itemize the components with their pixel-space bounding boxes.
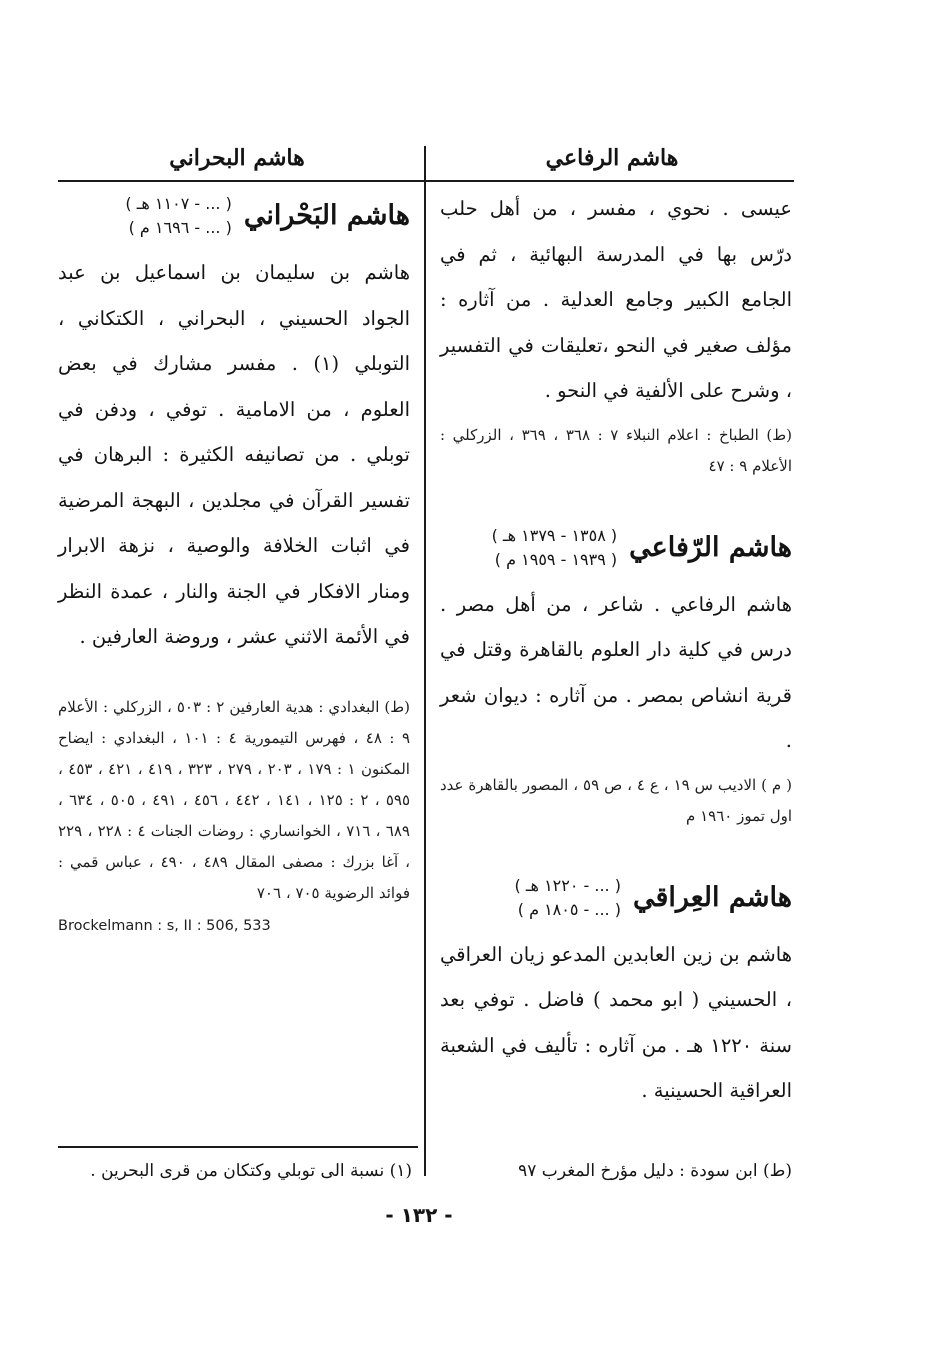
dates-gregorian: ( ... - ١٦٩٦ م ) bbox=[128, 218, 232, 237]
footnote-rule bbox=[58, 1146, 418, 1148]
spacer bbox=[440, 832, 792, 874]
entry-name: هاشم الرّفاعي bbox=[629, 531, 792, 563]
page-number: - ١٣٢ - bbox=[385, 1203, 453, 1227]
entry-name: هاشم البَحْراني bbox=[243, 200, 410, 232]
dates-gregorian: ( ... - ١٨٠٥ م ) bbox=[517, 899, 621, 919]
entry-dates bbox=[492, 524, 618, 572]
entry-source: ( م ) الاديب س ١٩ ، ع ٤ ، ص ٥٩ ، المصور بالقاهرة عدد اول تموز ١٩٦٠ م bbox=[440, 775, 792, 825]
dates-gregorian: ( ١٩٣٩ - ١٩٥٩ م ) bbox=[494, 549, 618, 569]
entry-source-latin: Brockelmann : s, II : 506, 533 bbox=[58, 917, 271, 934]
dates-hijri: ( ١٣٥٨ - ١٣٧٩ هـ ) bbox=[491, 525, 618, 545]
spacer bbox=[440, 482, 792, 524]
running-head-left: هاشم البحراني bbox=[169, 145, 305, 171]
entry-dates bbox=[125, 192, 231, 240]
entry-name: هاشم العِراقي bbox=[632, 881, 792, 913]
entry-source: (ط) ابن سودة : دليل مؤرخ المغرب ٩٧ bbox=[518, 1161, 792, 1181]
entry-source: (ط) البغدادي : هدية العارفين ٢ : ٥٠٣ ، الزركلي : الأعلام ٩ : ٤٨ ، فهرس التيمورية ٤ : ١٠١ ، البغدادي : ايضاح المكنون ١ : ١٧٩ ، ٢٠٣ ، ٢٧٩ ، ٣٢٣ ، ٤١٩ ، ٤٢١ ، ٤٥٣ ، ٥٩٥ ، ٢ : ١٢٥ ، ١٤١ ، ٤٤٢ ، ٤٥٦ ، ٤٩١ ، ٥٠٥ ، ٦٣٤ ، ٦٨٩ ، ٧١٦ ، الخوانساري : روضات الجنات ٤ : ٢٢٨ ، ٢٢٩ ، آغا بزرك : مصفى المقال ٤٨٩ ، ٤٩٠ ، عباس قمي : فوائد الرضوية ٧٠٥ ، ٧٠٦ bbox=[58, 697, 411, 902]
entry-heading-bahrani bbox=[58, 192, 410, 240]
entry-heading-rifai bbox=[440, 524, 792, 572]
header-rule bbox=[58, 180, 794, 182]
entry-text: هاشم الرفاعي . شاعر ، من أهل مصر . درس في كلية دار العلوم بالقاهرة وقتل في قرية انشاص بمصر . من آثاره : ديوان شعر . bbox=[440, 592, 792, 752]
footnote: (١) نسبة الى توبلي وكتكان من قرى البحرين . bbox=[90, 1161, 412, 1181]
column-divider bbox=[424, 146, 426, 1176]
entry-text: هاشم بن سليمان بن اسماعيل بن عبد الجواد الحسيني ، البحراني ، الكتكاني ، التوبلي (١) . مفسر مشارك في بعض العلوم ، من الامامية . توفي ، ودفن في توبلي . من تصانيفه الكثيرة : البرهان في تفسير القرآن في مجلدين ، البهجة المرضية في اثبات الخلافة والوصية ، نزهة الابرار ومنار الافكار في الجنة والنار ، عمدة النظر في الأئمة الاثني عشر ، وروضة العارفين . bbox=[58, 261, 410, 648]
entry-heading-iraqi bbox=[440, 874, 792, 922]
dates-hijri: ( ... - ١١٠٧ هـ ) bbox=[125, 194, 232, 213]
continued-entry-text: عيسى . نحوي ، مفسر ، من أهل حلب درّس بها في المدرسة البهائية ، ثم في الجامع الكبير وجامع العدلية . من آثاره : مؤلف صغير في النحو ،تعليقات في التفسير ، وشرح على الألفية في النحو . bbox=[440, 197, 792, 402]
continued-entry-source: (ط) الطباخ : اعلام النبلاء ٧ : ٣٦٨ ، ٣٦٩ ، الزركلي : الأعلام ٩ : ٤٧ bbox=[440, 425, 792, 475]
spacer bbox=[58, 660, 410, 686]
right-column bbox=[440, 186, 792, 1114]
entry-text: هاشم بن زين العابدين المدعو زيان العراقي ، الحسيني ( ابو محمد ) فاضل . توفي بعد سنة ١٢٢٠ هـ . من آثاره : تأليف في الشعبة العراقية الحسينية . bbox=[440, 942, 792, 1102]
running-head-right: هاشم الرفاعي bbox=[545, 145, 679, 171]
left-column bbox=[58, 192, 410, 942]
entry-dates bbox=[515, 874, 621, 922]
dates-hijri: ( ... - ١٢٢٠ هـ ) bbox=[514, 875, 621, 895]
